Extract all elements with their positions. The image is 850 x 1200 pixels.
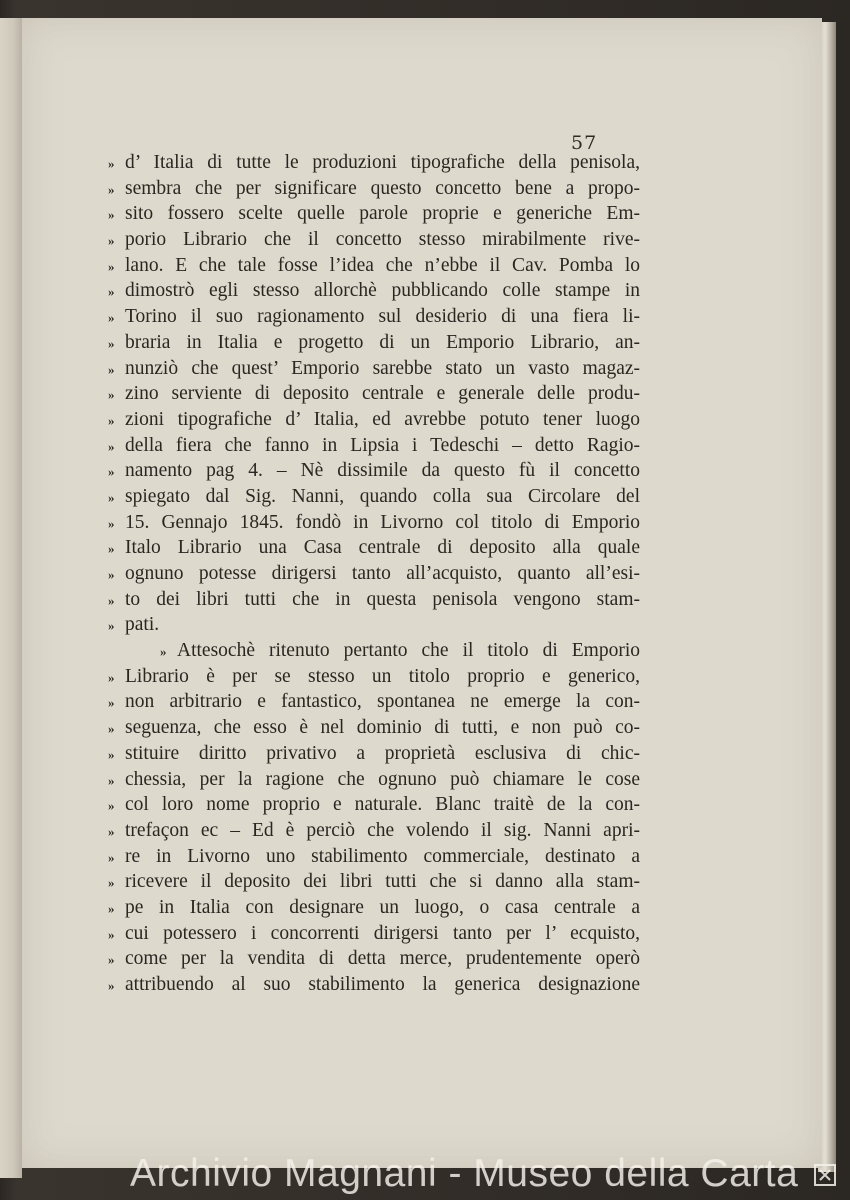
quote-mark: »	[108, 361, 114, 377]
text-line	[108, 150, 640, 176]
text-line	[108, 201, 640, 227]
text-line	[108, 227, 640, 253]
line-text: pe in Italia con designare un luogo, o casa centrale a	[125, 896, 640, 918]
line-text: zioni tipografiche d’ Italia, ed avrebbe potuto tener luogo	[125, 408, 640, 430]
quote-mark: »	[108, 233, 114, 249]
quote-mark: »	[108, 978, 114, 993]
text-line	[108, 484, 640, 510]
text-line	[108, 330, 640, 356]
text-line	[108, 278, 640, 304]
line-text: stituire diritto privativo a proprietà esclusiva di chic-	[125, 742, 640, 764]
text-line	[108, 972, 640, 998]
line-text: spiegato dal Sig. Nanni, quando colla sua Circolare del	[125, 485, 640, 507]
text-line	[108, 407, 640, 433]
text-line	[108, 818, 640, 844]
line-text: ognuno potesse dirigersi tanto all’acquisto, quanto all’esi-	[125, 563, 640, 584]
text-line	[108, 304, 640, 330]
text-line	[108, 767, 640, 793]
line-text: porio Librario che il concetto stesso mirabilmente rive-	[125, 229, 640, 251]
line-text: re in Livorno uno stabilimento commerciale, destinato a	[125, 845, 640, 867]
line-text: Attesochè ritenuto pertanto che il titolo di Emporio	[177, 640, 640, 662]
text-line	[108, 844, 640, 870]
quote-mark: »	[108, 567, 114, 582]
body-text	[108, 150, 640, 998]
text-line	[108, 638, 640, 664]
page-number: 57	[571, 132, 598, 154]
line-text: nunziò che quest’ Emporio sarebbe stato un vasto magaz-	[125, 357, 640, 379]
quote-mark: »	[108, 721, 114, 737]
line-text: braria in Italia e progetto di un Emporio Librario, an-	[125, 331, 640, 353]
line-text: sembra che per significare questo concetto bene a propo-	[125, 177, 640, 199]
line-text: Torino il suo ragionamento sul desiderio di una fiera li-	[125, 306, 640, 328]
text-line	[108, 510, 640, 536]
quote-mark: »	[108, 181, 114, 197]
line-text: ricevere il deposito dei libri tutti che si danno alla stam-	[125, 871, 640, 893]
expand-icon[interactable]	[812, 1162, 838, 1188]
quote-mark: »	[108, 926, 114, 942]
text-line	[108, 664, 640, 690]
line-text: cui potessero i concorrenti dirigersi tanto per l’ ecquisto,	[125, 922, 640, 944]
text-line	[108, 587, 640, 613]
quote-mark: »	[108, 438, 114, 454]
quote-mark: »	[160, 644, 166, 660]
quote-mark: »	[108, 900, 114, 916]
text-line	[108, 869, 640, 895]
line-text: dimostrò egli stesso allorchè pubblicando colle stampe in	[125, 280, 640, 302]
line-text: Librario è per se stesso un titolo proprio e generico,	[125, 665, 640, 687]
text-line	[108, 741, 640, 767]
quote-mark: »	[108, 207, 114, 223]
quote-mark: »	[108, 618, 114, 634]
text-line	[108, 561, 640, 587]
line-text: pati.	[125, 614, 160, 636]
text-line	[108, 946, 640, 972]
line-text: to dei libri tutti che in questa penisola vengono stam-	[125, 588, 640, 610]
line-text: d’ Italia di tutte le produzioni tipografiche della penisola,	[125, 152, 640, 173]
quote-mark: »	[108, 798, 114, 814]
quote-mark: »	[108, 592, 114, 608]
quote-mark: »	[108, 669, 114, 685]
quote-mark: »	[108, 515, 114, 531]
quote-mark: »	[108, 464, 114, 480]
quote-mark: »	[108, 952, 114, 968]
line-text: 15. Gennajo 1845. fondò in Livorno col titolo di Emporio	[125, 511, 640, 533]
line-text: col loro nome proprio e naturale. Blanc traitè de la con-	[125, 794, 640, 816]
quote-mark: »	[108, 412, 114, 428]
archive-watermark: Archivio Magnani - Museo della Carta	[130, 1152, 799, 1195]
text-line	[108, 921, 640, 947]
facing-page-edge	[0, 18, 22, 1178]
line-text: non arbitrario e fantastico, spontanea ne emerge la con-	[125, 691, 640, 713]
quote-mark: »	[108, 387, 114, 403]
text-line	[108, 433, 640, 459]
line-text: Italo Librario una Casa centrale di deposito alla quale	[125, 537, 640, 559]
line-text: della fiera che fanno in Lipsia i Tedeschi – detto Ragio-	[125, 434, 640, 456]
text-line	[108, 458, 640, 484]
quote-mark: »	[108, 541, 114, 557]
quote-mark: »	[108, 335, 114, 351]
text-line	[108, 612, 640, 638]
text-line	[108, 176, 640, 202]
quote-mark: »	[108, 310, 114, 326]
quote-mark: »	[108, 849, 114, 865]
quote-mark: »	[108, 695, 114, 711]
line-text: come per la vendita di detta merce, prudentemente operò	[125, 948, 640, 970]
text-line	[108, 381, 640, 407]
text-line	[108, 535, 640, 561]
text-line	[108, 689, 640, 715]
text-line	[108, 715, 640, 741]
quote-mark: »	[108, 258, 114, 274]
quote-mark: »	[108, 875, 114, 891]
quote-mark: »	[108, 284, 114, 300]
text-line	[108, 792, 640, 818]
quote-mark: »	[108, 772, 114, 788]
line-text: namento pag 4. – Nè dissimile da questo fù il concetto	[125, 460, 640, 482]
quote-mark: »	[108, 156, 114, 171]
text-line	[108, 253, 640, 279]
line-text: chessia, per la ragione che ognuno può chiamare le cose	[125, 768, 640, 790]
line-text: zino serviente di deposito centrale e generale delle produ-	[125, 383, 640, 405]
line-text: sito fossero scelte quelle parole proprie e generiche Em-	[125, 203, 640, 225]
quote-mark: »	[108, 489, 114, 505]
text-line	[108, 356, 640, 382]
text-line	[108, 895, 640, 921]
quote-mark: »	[108, 746, 114, 762]
quote-mark: »	[108, 823, 114, 839]
line-text: seguenza, che esso è nel dominio di tutti, e non può co-	[125, 717, 640, 739]
line-text: attribuendo al suo stabilimento la generica designazione	[125, 974, 640, 995]
line-text: trefaçon ec – Ed è perciò che volendo il sig. Nanni apri-	[125, 819, 640, 841]
line-text: lano. E che tale fosse l’idea che n’ebbe il Cav. Pomba lo	[125, 254, 640, 276]
